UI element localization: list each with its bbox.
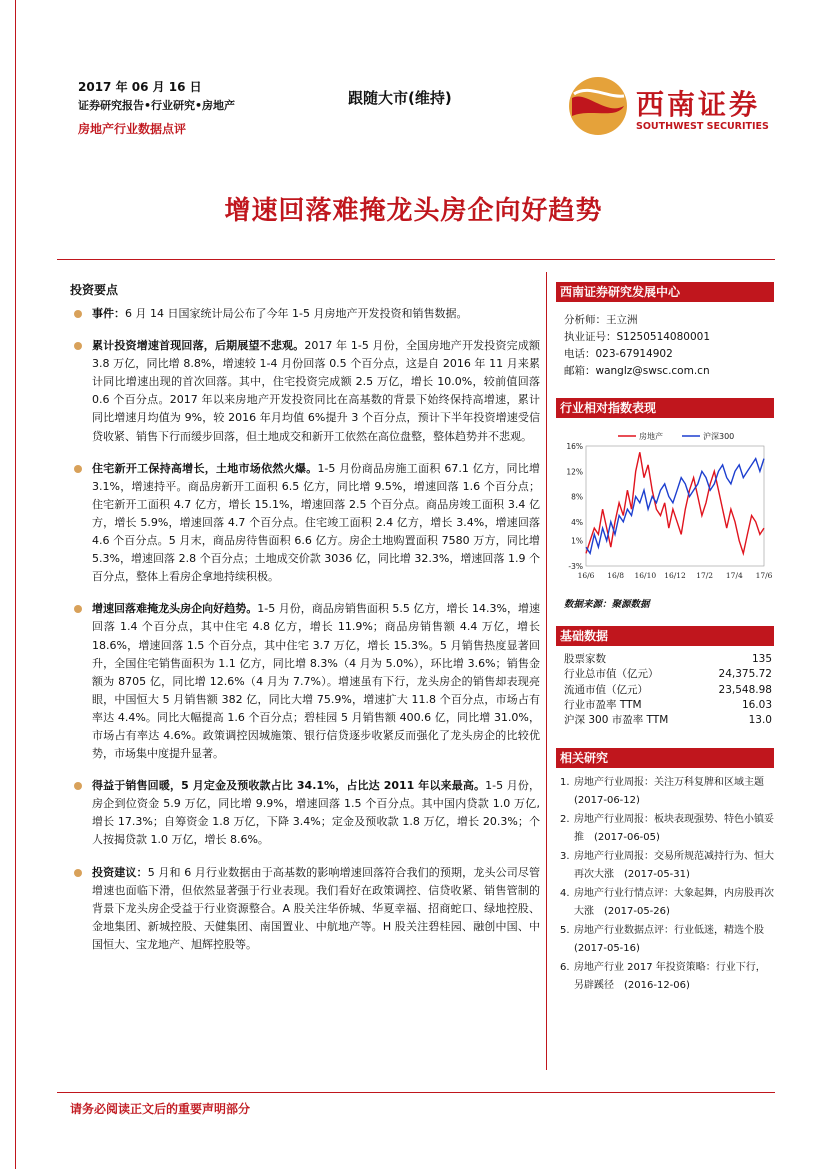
legend-label: 房地产	[639, 432, 663, 441]
bullet-body: 6 月 14 日国家统计局公布了今年 1-5 月房地产开发投资和销售数据。	[125, 307, 468, 320]
bullet-item	[72, 305, 540, 323]
chart-svg	[556, 426, 774, 596]
report-date: 2017 年 06 月 16 日	[78, 80, 202, 94]
analyst-line: 分析师：王立洲	[564, 314, 638, 326]
bullet-item	[72, 460, 540, 587]
table-row: 流通市值（亿元） 23,548.98	[564, 683, 772, 696]
report-title: 增速回落难掩龙头房企向好趋势	[224, 196, 603, 226]
y-tick-label: 4%	[571, 517, 583, 527]
legend-label: 沪深300	[703, 432, 735, 441]
y-tick-label: 12%	[566, 467, 583, 477]
chart-source: 数据来源：聚源数据	[564, 599, 650, 610]
y-tick-label: -3%	[568, 562, 583, 571]
table-row: 股票家数 135	[564, 653, 772, 665]
y-tick-label: 8%	[571, 492, 583, 502]
x-tick-label: 17/4	[725, 571, 743, 580]
bullet-body: 1-5 月份，房企到位资金 5.9 万亿，同比增 9.9%，增速回落 1.5 个百分点。其中国内贷款 1.0 万亿,增长 17.3%；自筹资金 1.8 万亿，下降 3.4%；定金及预收款 1.8 万亿，增长 20.3%；个人按揭贷款 1.0 万亿，增长 8.6%。	[92, 779, 540, 847]
table-row: 行业市盈率 TTM 16.03	[564, 698, 772, 711]
bullet-head: 事件：	[92, 307, 125, 320]
related-list	[556, 768, 774, 994]
bullet-head: 增速回落难掩龙头房企向好趋势。	[92, 602, 258, 616]
chart-frame	[586, 446, 764, 566]
related-item[interactable]: 2. 房地产行业周报：板块表现强势、特色小镇妥推 (2017-06-05)	[560, 814, 774, 843]
basic-data-bar: 基础数据	[556, 626, 774, 646]
page-edge-line	[15, 0, 16, 1169]
key-points-heading: 投资要点	[70, 283, 119, 297]
bullet-head: 住宅新开工保持高增长，土地市场依然火爆。	[92, 461, 318, 475]
bullet-item	[72, 337, 540, 446]
column-divider	[546, 272, 547, 1070]
y-tick-label: 1%	[571, 536, 583, 546]
x-tick-label: 16/8	[607, 571, 625, 580]
bullet-head: 得益于销售回暖，5 月定金及预收款占比 34.1%，占比达 2011 年以来最高。	[92, 779, 486, 793]
basic-data-table	[564, 652, 772, 728]
report-subtitle: 房地产行业数据点评	[78, 122, 187, 136]
related-item[interactable]: 4. 房地产行业行情点评：大象起舞，内房股再次大涨 (2017-05-26)	[560, 888, 774, 917]
index-heading-bar: 行业相对指数表现	[556, 398, 774, 418]
x-tick-label: 17/2	[696, 571, 714, 580]
table-row: 行业总市值（亿元） 24,375.72	[564, 668, 772, 681]
bullet-item	[72, 600, 540, 763]
key-points-list	[72, 305, 540, 968]
analyst-email[interactable]: 邮箱：wanglz@swsc.com.cn	[564, 365, 710, 377]
logo-cn-text: 西南证券	[636, 88, 761, 121]
bullet-head: 累计投资增速首现回落，后期展望不悲观。	[92, 339, 305, 353]
bullet-item	[72, 864, 540, 954]
sidebar	[556, 282, 774, 996]
related-item[interactable]: 1. 房地产行业周报：关注万科复牌和区域主题 (2017-06-12)	[560, 777, 774, 806]
analyst-line: 电话：023-67914902	[564, 348, 673, 360]
title-divider	[57, 259, 775, 260]
bullet-body: 5 月和 6 月行业数据由于高基数的影响增速回落符合我们的预期，龙头公司尽管增速也面临下滑，但依然显著强于行业表现。我们看好在政策调控、信贷收紧、销售管制的背景下龙头房企受益于行业资源整合。A 股关注华侨城、华夏幸福、招商蛇口、绿地控股、金地集团、新城控股、天健集团、南国置业、中航地产等。H 股关注碧桂园、融创中国、中国恒大、宝龙地产、旭辉控股等。	[92, 865, 541, 951]
bullet-body: 2017 年 1-5 月份，全国房地产开发投资完成额 3.8 万亿，同比增 8.8%，增速较 1-4 月份回落 0.5 个百分点，这是自 2016 年 11 月来累计同比增速出现的首次回落。其中，住宅投资完成额 2.5 万亿，增长 10.0%，较前值回落 0.6 个百分点。2017 年以来房地产开发投资同比在高基数的背景下始终保持高增速，累计同比增速月均值为 9%，较 2016 年月均值 6%提升 3 个百分点，预计下半年投资增速受信贷收紧、销售下行而缓步回落，但土地成交和新开工依然在高位盘整，整体趋势并不悲观。	[92, 339, 541, 443]
bullet-item	[72, 777, 540, 849]
research-center-bar: 西南证券研究发展中心	[556, 282, 774, 302]
footer-disclaimer[interactable]: 请务必阅读正文后的重要声明部分	[70, 1102, 251, 1116]
related-item[interactable]: 6. 房地产行业 2017 年投资策略：行业下行，另辟蹊径 (2016-12-06)	[560, 962, 766, 991]
index-chart	[556, 426, 774, 596]
analyst-info	[556, 302, 774, 380]
logo-en-text: SOUTHWEST SECURITIES	[636, 121, 769, 132]
x-tick-label: 16/6	[577, 571, 595, 580]
analyst-line: 执业证号：S1250514080001	[564, 331, 711, 343]
report-category: 证券研究报告•行业研究•房地产	[78, 99, 236, 112]
bullet-body: 1-5 月份商品房施工面积 67.1 亿方，同比增 3.1%，增速持平。商品房新开工面积 6.5 亿方，同比增 9.5%，增速回落 1.6 个百分点；住宅新开工面积 4.7 亿方，增长 15.1%，增速回落 2.5 个百分点。商品房竣工面积 3.4 亿方，增长 5.9%，增速回落 4.7 个百分点。住宅竣工面积 2.4 亿方，增长 3.4%，增速回落 4.6 个百分点。5 月末，商品房待售面积 6.6 亿方。房企土地购置面积 7580 万方，同比增 5.3%，增速回落 2.8 个百分点；土地成交价款 3036 亿，同比增 32.3%，增速回落 1.9 个百分点，整体上看房企拿地持续积极。	[92, 461, 541, 584]
x-tick-label: 16/10	[634, 571, 657, 580]
x-tick-label: 16/12	[664, 571, 686, 580]
x-tick-label: 17/6	[755, 571, 773, 580]
rating: 跟随大市(维持)	[348, 89, 452, 107]
y-tick-label: 16%	[566, 442, 583, 451]
related-item[interactable]: 5. 房地产行业数据点评：行业低迷，精选个股 (2017-05-16)	[560, 925, 774, 954]
bullet-body: 1-5 月份，商品房销售面积 5.5 亿方，增长 14.3%，增速回落 1.4 个百分点，其中住宅 4.8 亿方，增长 11.9%；商品房销售额 4.4 万亿，增长 18.6%，增速回落 1.5 个百分点，其中住宅 3.7 万亿，增长 15.3%。5 月销售热度显著回升，全国住宅销售面积为 1.1 亿方，同比增 8.3%（4 月为 5.0%），环比增 3.6%；销售金额为 8705 亿，同比增 12.6%（4 月为 7.7%）。增速虽有下行，龙头房企的销售却表现亮眼，中国恒大 5 月销售额 382 亿，同比大增 75.9%，增速扩大 11.8 个百分点，市场占有率达 4.4%。同比大幅提高 1.6 个百分点；碧桂园 5 月销售额 400.6 亿，同比增 31.0%，市场占有率达 4.6%。政策调控因城施策、银行信贷逐步收紧反而强化了龙头房企的比较优势，市场集中度提升显著。	[92, 602, 541, 761]
related-research-bar: 相关研究	[556, 748, 774, 768]
footer-divider	[57, 1092, 775, 1093]
table-row: 沪深 300 市盈率 TTM 13.0	[564, 714, 772, 727]
bullet-head: 投资建议：	[92, 865, 148, 879]
related-item[interactable]: 3. 房地产行业周报：交易所规范减持行为、恒大再次大涨 (2017-05-31)	[560, 851, 774, 880]
